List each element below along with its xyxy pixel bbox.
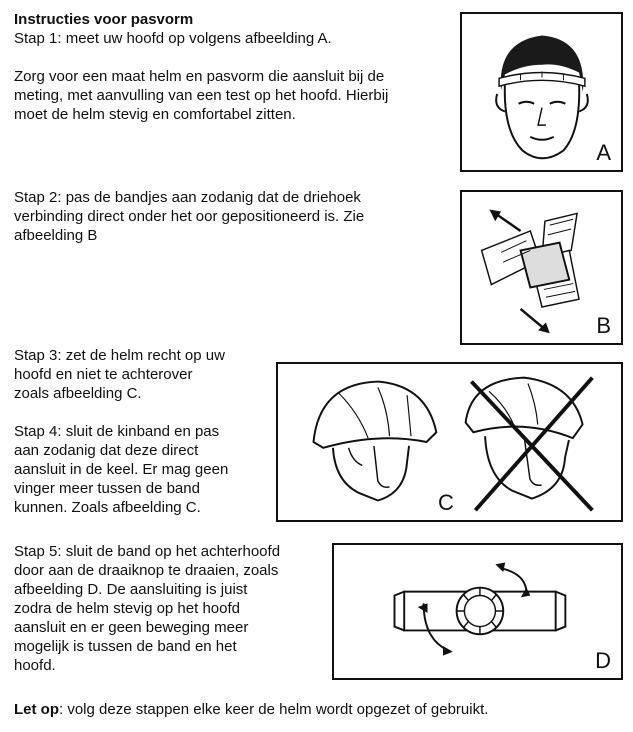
step2-line: verbinding direct onder het oor gepositioneerd is. Zie — [14, 208, 365, 225]
step4-line: Stap 4: sluit de kinband en pas — [14, 423, 220, 440]
step5-line: afbeelding D. De aansluiting is juist — [14, 581, 248, 598]
step5-line: hoofd. — [14, 657, 56, 674]
step3-line: Stap 3: zet de helm recht op uw — [14, 347, 225, 364]
step1-detail-line: meting, met aanvulling van een test op het hoofd. Hierbij — [14, 87, 389, 104]
step2-block — [14, 188, 364, 245]
figure-c-label: C — [438, 490, 454, 515]
step4-line: aan zodanig dat deze direct — [14, 442, 199, 459]
note-text: : volg deze stappen elke keer de helm wordt opgezet of gebruikt. — [59, 701, 489, 718]
step5-line: Stap 5: sluit de band op het achterhoofd — [14, 543, 281, 560]
step1-line: Stap 1: meet uw hoofd op volgens afbeelding A. — [14, 30, 332, 47]
figure-b-label: B — [596, 313, 611, 338]
step3-line: hoofd en niet te achterover — [14, 366, 193, 383]
note-line — [14, 700, 488, 719]
step5-line: zodra de helm stevig op het hoofd — [14, 600, 240, 617]
step4-line: aansluit in de keel. Er mag geen — [14, 461, 229, 478]
step5-line: aansluit en er geen beweging meer — [14, 619, 249, 636]
step1-detail-line: moet de helm stevig en comfortabel zitten. — [14, 106, 296, 123]
step2-line: afbeelding B — [14, 227, 98, 244]
figure-a-label: A — [596, 140, 611, 165]
figure-d — [332, 543, 623, 680]
step3-block — [14, 346, 228, 517]
step2-line: Stap 2: pas de bandjes aan zodanig dat de driehoek — [14, 189, 361, 206]
page-title: Instructies voor pasvorm — [14, 11, 194, 28]
step1-detail-line: Zorg voor een maat helm en pasvorm die aansluit bij de — [14, 68, 385, 85]
dial-illustration — [334, 545, 621, 678]
step5-line: door aan de draaiknop te draaien, zoals — [14, 562, 279, 579]
step5-line: mogelijk is tussen de band en het — [14, 638, 237, 655]
figure-c — [276, 362, 623, 522]
figure-a — [460, 12, 623, 172]
step4-line: kunnen. Zoals afbeelding C. — [14, 499, 201, 516]
note-label: Let op — [14, 701, 59, 718]
step3-line: zoals afbeelding C. — [14, 385, 142, 402]
figure-d-label: D — [595, 648, 611, 673]
figure-b — [460, 190, 623, 345]
step4-line: vinger meer tussen de band — [14, 480, 200, 497]
intro-block — [14, 10, 388, 124]
step5-block — [14, 542, 280, 675]
